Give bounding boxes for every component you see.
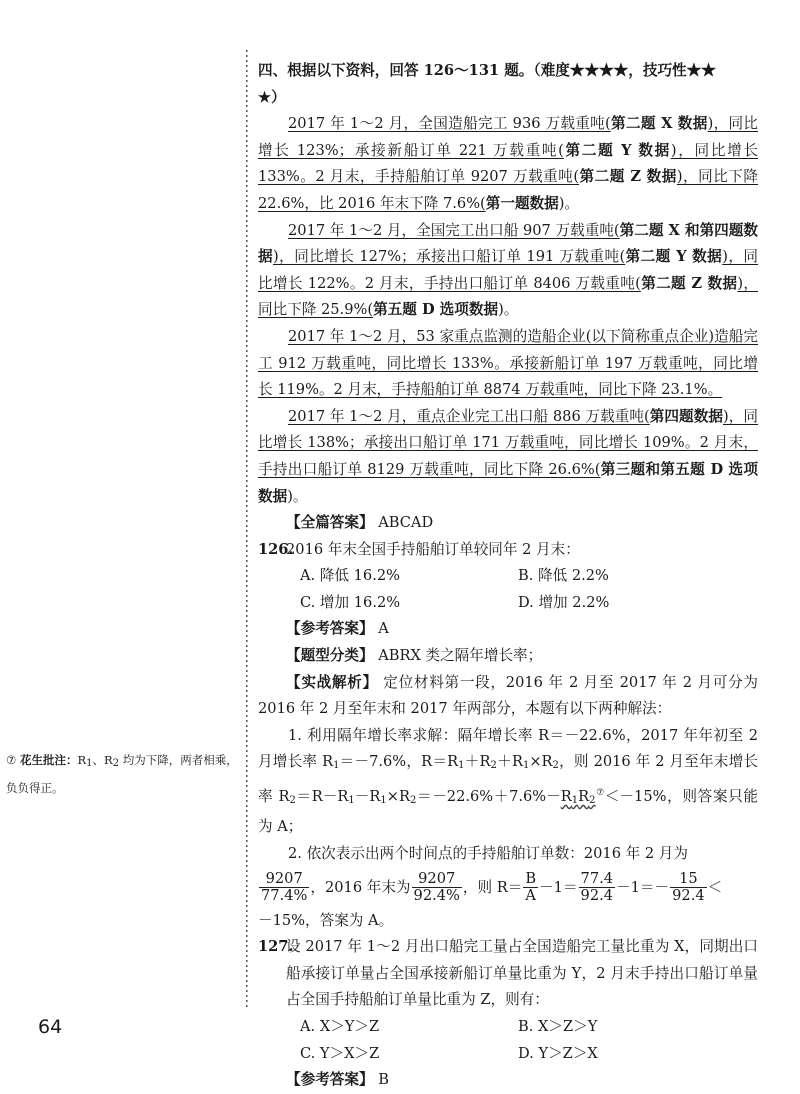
- p2-note-b: 第二题 Y 数据: [625, 248, 723, 266]
- p2-note-a: 第二题 X 和第四题数据: [258, 221, 758, 266]
- fraction-5: [670, 871, 707, 904]
- question-126-analysis: [258, 670, 758, 723]
- question-127-answer: [258, 1067, 758, 1094]
- m1-sub: 1: [571, 794, 579, 806]
- m1-sub: 2: [589, 794, 596, 806]
- p4-note-b: 第三题和第五题 D 选项数据: [258, 460, 758, 505]
- option-c: C. Y＞X＞Z: [300, 1044, 380, 1062]
- fraction-3-den: A: [525, 887, 536, 905]
- fraction-2-num: 9207: [412, 871, 462, 888]
- m1-m: ＜－15%，则答案只能为 A；: [258, 787, 758, 836]
- p4-c: )。: [287, 487, 308, 505]
- p1-note-d: 第一题数据: [485, 194, 559, 212]
- answer-value: A: [378, 620, 389, 638]
- answer-value: B: [378, 1071, 389, 1089]
- method-2-conclusion: －15%，答案为 A。: [258, 911, 394, 929]
- fraction-5-den: 92.4: [672, 887, 705, 905]
- p2-c: )，同比增长 122%。2 月末，手持出口船订单 8406 万载重吨(: [258, 248, 758, 292]
- m1-sub: 2: [490, 760, 497, 772]
- m1-sub: 1: [348, 794, 355, 806]
- p1-note-a: 第二题 X 数据: [610, 115, 708, 133]
- method-1: [258, 723, 758, 841]
- option-a: A. 降低 16.2%: [300, 567, 401, 585]
- m1-wavy: [561, 788, 596, 805]
- fraction-1-den: 77.4%: [261, 887, 308, 905]
- m1-i: ×R: [386, 787, 410, 805]
- m1-sub: 2: [409, 794, 417, 806]
- m1-sub: 1: [380, 794, 387, 806]
- question-126: [258, 537, 758, 564]
- option-c: C. 增加 16.2%: [300, 593, 401, 611]
- annotation-sub1: 1: [86, 758, 93, 769]
- m2-b: ，2016 年末为: [310, 878, 411, 896]
- p1-b: )，同比增长 123%；承接新船订单 221 万载重吨(: [258, 115, 758, 159]
- m1-d: ＋R: [496, 753, 523, 771]
- m1-k: R: [560, 787, 572, 805]
- m1-l: R: [578, 787, 590, 805]
- material-paragraph-4: [258, 404, 758, 510]
- main-column: [258, 58, 758, 1094]
- p2-d: )，同比下降 25.9%(: [258, 274, 758, 319]
- answer-label: 【参考答案】: [286, 1071, 374, 1089]
- fraction-1-num: 9207: [259, 871, 309, 888]
- option-a: A. X＞Y＞Z: [300, 1018, 380, 1036]
- question-127-stem: 设 2017 年 1～2 月出口船完工量占全国造船完工量比重为 X，同期出口船承接订单量占全国承接新船订单量比重为 Y，2 月末手持出口船订单量占全国手持船舶订单量比重为 Z，则有：: [286, 938, 758, 1009]
- type-value: ABRX 类之隔年增长率；: [378, 647, 543, 665]
- p2-e: )。: [498, 301, 519, 319]
- annotation-r2: 、R: [92, 753, 113, 767]
- material-paragraph-2: [258, 218, 758, 324]
- answer-label: 【参考答案】: [286, 620, 374, 638]
- footnote-mark: ⑦: [595, 788, 605, 799]
- m2-a: 2. 依次表示出两个时间点的手持船舶订单数：2016 年 2 月为: [288, 845, 688, 863]
- fraction-2-den: 92.4%: [413, 887, 460, 905]
- m1-b: ＝－7.6%，R＝R: [339, 753, 459, 771]
- p2-note-c: 第二题 Z 数据: [640, 274, 738, 292]
- question-126-stem: 2016 年末全国手持船舶订单较同年 2 月末：: [286, 540, 580, 558]
- type-label: 【题型分类】: [286, 647, 374, 665]
- p2-note-d: 第五题 D 选项数据: [373, 301, 499, 319]
- fraction-4-num: 77.4: [580, 870, 614, 888]
- fraction-2: [412, 871, 462, 904]
- p2-b: )，同比增长 127%；承接出口船订单 191 万载重吨(: [273, 248, 626, 266]
- fraction-5-num: 15: [670, 871, 707, 888]
- page-number: 64: [38, 1016, 63, 1038]
- question-127-options: [258, 1014, 758, 1067]
- question-127-number: 127.: [258, 938, 294, 956]
- section-heading-tail: ★）: [258, 88, 286, 106]
- section-heading: [258, 58, 758, 111]
- m1-sub: 2: [552, 760, 559, 772]
- section-heading-text: 四、根据以下资料，回答 126～131 题。（难度★★★★，技巧性★★: [258, 62, 716, 79]
- m1-sub: 2: [289, 794, 296, 806]
- p2-a: 2017 年 1～2 月，全国完工出口船 907 万载重吨(: [288, 221, 620, 239]
- fraction-1: [259, 871, 309, 904]
- p1-c: )，同比增长 133%。2 月末，手持船舶订单 9207 万载重吨(: [258, 141, 758, 186]
- option-b: B. 降低 2.2%: [518, 567, 609, 585]
- side-annotation: [6, 748, 238, 800]
- p4-b: )，同比增长 138%；承接出口船订单 171 万载重吨，同比增长 109%。2 月末，手持出口船订单 8129 万载重吨，同比下降 26.6%(: [258, 407, 758, 478]
- p1-note-b: 第二题 Y 数据: [563, 141, 671, 159]
- question-127: [258, 934, 758, 1014]
- fraction-4: [579, 871, 616, 904]
- annotation-text: 均为下降，两者相乘，负负得正。: [6, 753, 238, 795]
- m1-sub: 1: [333, 760, 340, 772]
- question-126-answer: [258, 616, 758, 643]
- m1-j: ＝－22.6%＋7.6%－: [416, 787, 561, 805]
- option-d: D. 增加 2.2%: [518, 593, 610, 611]
- m1-g: ＝R－R: [295, 787, 349, 805]
- material-paragraph-3: 2017 年 1～2 月，53 家重点监测的造船企业(以下简称重点企业)造船完工 912 万载重吨，同比增长 133%。承接新船订单 197 万载重吨，同比增长 119%。2 月末，手持船舶订单 8874 万载重吨，同比下降 23.1%。: [258, 327, 758, 399]
- p4-note-a: 第四题数据: [649, 407, 723, 425]
- full-answer-value: ABCAD: [378, 514, 434, 532]
- m1-sub: 1: [458, 760, 465, 772]
- annotation-mark: ⑦: [6, 753, 17, 767]
- full-answer: [258, 510, 758, 537]
- option-b: B. X＞Z＞Y: [518, 1018, 598, 1036]
- fraction-3: [523, 871, 538, 904]
- m1-sub: 1: [522, 760, 530, 772]
- question-126-options: [258, 563, 758, 616]
- m2-c: ，则 R＝: [462, 878, 523, 896]
- annotation-sub2: 2: [112, 758, 120, 769]
- analysis-text: 定位材料第一段，2016 年 2 月至 2017 年 2 月可分为 2016 年 2 月至年末和 2017 年两部分，本题有以下两种解法：: [258, 673, 759, 718]
- method-2: [258, 841, 758, 868]
- m2-e: －1＝－: [616, 878, 670, 896]
- analysis-label: 【实战解析】: [286, 673, 378, 691]
- option-d: D. Y＞Z＞X: [518, 1044, 598, 1062]
- m1-c: ＋R: [464, 753, 491, 771]
- m1-f: ，则 2016 年 2 月至年末增长率 R: [258, 753, 758, 805]
- annotation-r: R: [77, 753, 87, 767]
- m1-a: 1. 利用隔年增长率求解：隔年增长率 R＝－22.6%，2017 年年初至 2 月增长率 R: [258, 726, 758, 771]
- m2-d: －1＝: [539, 878, 578, 896]
- p4-a: 2017 年 1～2 月，重点企业完工出口船 886 万载重吨(: [288, 407, 650, 425]
- p1-e: )。: [558, 194, 580, 212]
- fraction-4-den: 92.4: [580, 887, 614, 905]
- material-paragraph-1: [258, 111, 758, 217]
- question-126-type: [258, 643, 758, 670]
- m1-e: ×R: [529, 753, 553, 771]
- margin-dotted-rule: [244, 50, 250, 1010]
- fraction-3-num: B: [525, 870, 537, 888]
- p1-note-c: 第二题 Z 数据: [579, 168, 677, 186]
- annotation-label: 花生批注：: [19, 753, 78, 767]
- question-126-number: 126.: [258, 540, 294, 558]
- full-answer-label: 【全篇答案】: [286, 514, 374, 532]
- method-2-formula: [258, 868, 758, 908]
- m2-f: ＜: [707, 878, 723, 896]
- m1-h: －R: [354, 787, 381, 805]
- p1-d: )，同比下降 22.6%，比 2016 年末下降 7.6%(: [258, 168, 758, 212]
- p1-a: 2017 年 1～2 月，全国造船完工 936 万载重吨(: [288, 115, 611, 133]
